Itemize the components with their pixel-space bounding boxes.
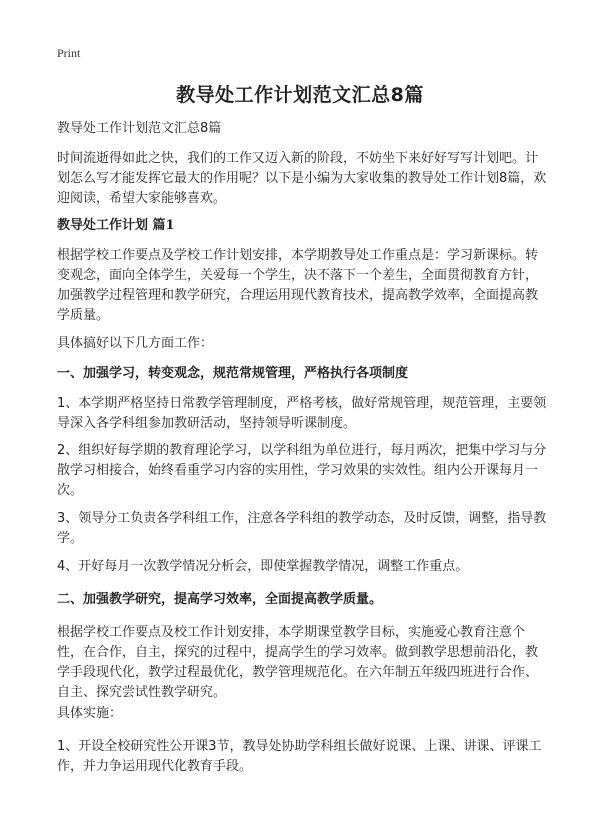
intro-paragraph: 时间流逝得如此之快，我们的工作又迈入新的阶段，不妨坐下来好好写写计划吧。计划怎么写才能发挥它最大的作用呢？以下是小编为大家收集的教导处工作计划8篇，欢迎阅读，希望大家能够喜欢。 [57, 151, 547, 206]
list-item-1: 1、本学期严格坚持日常教学管理制度，严格考核，做好常规管理，规范管理，主要领导深入各学科组参加教研活动，坚持领导听课制度。 [57, 396, 547, 431]
subheading-1: 一、加强学习，转变观念，规范常规管理，严格执行各项制度 [57, 366, 409, 381]
list-item-3: 3、领导分工负责各学科组工作，注意各学科组的教学动态，及时反馈，调整，指导教学。 [57, 511, 547, 546]
list-item-2: 2、组织好每学期的教育理论学习，以学科组为单位进行，每月两次，把集中学习与分散学习相接合，始终看重学习内容的实用性，学习效果的实效性。组内公开课每月一次。 [57, 443, 547, 498]
list-item-5: 1、开设全校研究性公开课3节，教导处协助学科组长做好说课、上课、讲课、评课工作，并力争运用现代化教育手段。 [57, 739, 542, 774]
paragraph-1: 根据学校工作要点及学校工作计划安排，本学期教导处工作重点是：学习新课标。转变观念，面向全体学生，关爱每一个学生，决不落下一个差生，全面贯彻教育方针，加强教学过程管理和教学研究，合理运用现代教育技术，提高教学效率，全面提高教学质量。 [57, 248, 539, 323]
list-item-4: 4、开好每月一次教学情况分析会，即使掌握教学情况，调整工作重点。 [57, 559, 469, 574]
doc-subtitle: 教导处工作计划范文汇总8篇 [57, 121, 222, 136]
page-title: 教导处工作计划范文汇总8篇 [176, 84, 424, 106]
paragraph-3: 根据学校工作要点及校工作计划安排，本学期课堂教学目标，实施爱心教育注意个性，在合作，自主，探究的过程中，提高学生的学习效率。做到教学思想前沿化，教学手段现代化，教学过程最优化，教学管理规范化。在六年制五年级四班进行合作、自主、探究尝试性教学研究。 [57, 625, 539, 700]
section-heading-1: 教导处工作计划 篇1 [57, 218, 175, 233]
print-link[interactable]: Print [57, 46, 81, 60]
subheading-2: 二、加强教学研究，提高学习效率，全面提高教学质量。 [57, 592, 383, 607]
paragraph-4: 具体实施： [57, 706, 123, 721]
paragraph-2: 具体搞好以下几方面工作： [57, 336, 214, 351]
